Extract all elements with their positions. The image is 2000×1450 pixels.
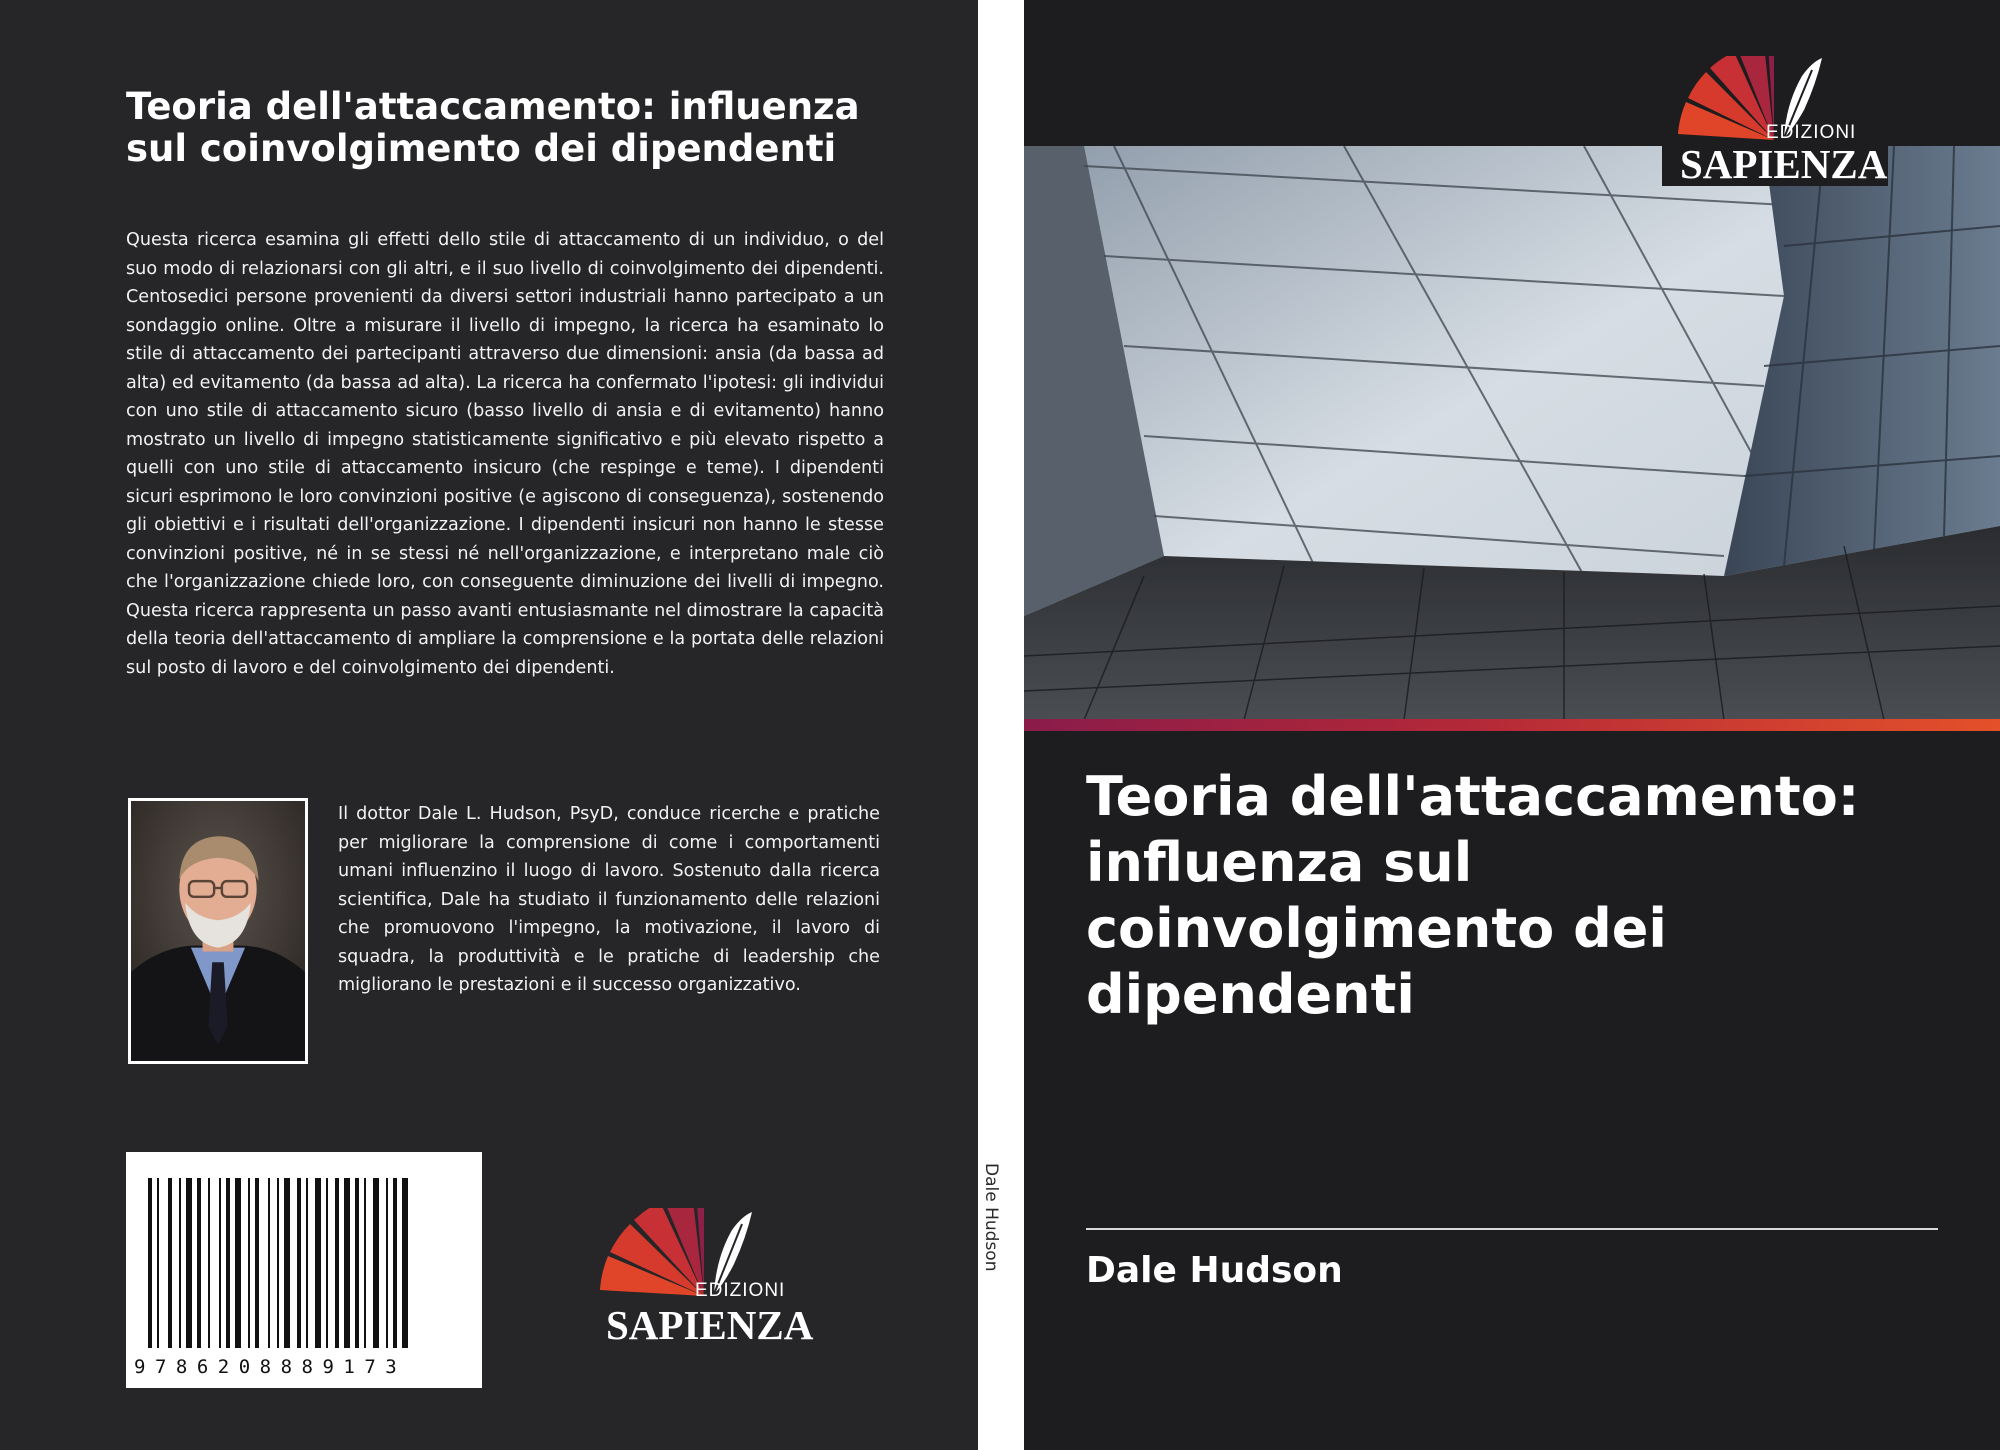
barcode-bar	[277, 1178, 279, 1348]
barcode-bar	[393, 1178, 397, 1348]
barcode-bar	[186, 1178, 192, 1348]
barcode-bar	[335, 1178, 339, 1348]
back-cover	[0, 0, 978, 1450]
barcode-bar	[344, 1178, 350, 1348]
barcode-bar	[326, 1178, 328, 1348]
isbn-barcode	[126, 1152, 482, 1388]
publisher-logo-front	[1662, 56, 1888, 186]
barcode-bar	[157, 1178, 159, 1348]
accent-stripe	[1024, 719, 2000, 731]
barcode-bar	[235, 1178, 241, 1348]
spine-author: Dale Hudson	[981, 1163, 1001, 1272]
barcode-bars	[126, 1152, 482, 1388]
front-cover-author: Dale Hudson	[1086, 1250, 1343, 1291]
cover-architecture-image	[1024, 146, 2000, 720]
logo-sapienza-text: SAPIENZA	[606, 1302, 814, 1348]
barcode-bar	[197, 1178, 201, 1348]
barcode-bar	[248, 1178, 250, 1348]
barcode-bar	[315, 1178, 321, 1348]
barcode-bar	[219, 1178, 221, 1348]
barcode-bar	[208, 1178, 210, 1348]
barcode-bar	[402, 1178, 408, 1348]
logo-sapienza-text: SAPIENZA	[1680, 141, 1888, 187]
author-bio: Il dottor Dale L. Hudson, PsyD, conduce ricerche e pratiche per migliorare la comprensione di come i comportamenti umani influenzino il luogo di lavoro. Sostenuto dalla ricerca scientifica, Dale ha studiato il funzionamento delle relazioni che promuovono l'impegno, la motivazione, il lavoro di squadra, la produttività e le pratiche di leadership che migliorano le prestazioni e il successo organizzativo.	[338, 804, 880, 995]
author-photo	[128, 798, 308, 1064]
barcode-bar	[148, 1178, 152, 1348]
logo-edizioni-text: EDIZIONI	[1766, 122, 1857, 143]
barcode-bar	[168, 1178, 172, 1348]
barcode-bar	[364, 1178, 366, 1348]
barcode-bar	[255, 1178, 259, 1348]
barcode-bar	[179, 1178, 181, 1348]
publisher-logo-back	[596, 1208, 818, 1346]
front-divider-rule	[1086, 1228, 1938, 1230]
isbn-digits: 9786208889173	[134, 1356, 407, 1378]
barcode-bar	[297, 1178, 301, 1348]
barcode-bar	[355, 1178, 359, 1348]
barcode-bar	[284, 1178, 290, 1348]
barcode-bar	[386, 1178, 388, 1348]
logo-edizioni-text: EDIZIONI	[695, 1280, 786, 1301]
front-cover-title: Teoria dell'attaccamento: influenza sul coinvolgimento dei dipendenti	[1086, 765, 1860, 1026]
back-cover-title: Teoria dell'attaccamento: influenza sul coinvolgimento dei dipendenti	[126, 85, 860, 170]
barcode-bar	[226, 1178, 230, 1348]
barcode-bar	[373, 1178, 379, 1348]
back-cover-abstract: Questa ricerca esamina gli effetti dello stile di attaccamento di un individuo, o del suo modo di relazionarsi con gli altri, e il suo livello di coinvolgimento dei dipendenti. Centosedici persone provenienti da diversi settori industriali hanno partecipato a un sondaggio online. Oltre a misurare il livello di impegno, la ricerca ha esaminato lo stile di attaccamento dei partecipanti attraverso due dimensioni: ansia (da bassa ad alta) ed evitamento (da bassa ad alta). La ricerca ha confermato l'ipotesi: gli individui con uno stile di attaccamento sicuro (basso livello di ansia e di evitamento) hanno mostrato un livello di impegno statisticamente significativo e più elevato rispetto a quelli con uno stile di attaccamento insicuro (che respinge e teme). I dipendenti sicuri esprimono le loro convinzioni positive (e agiscono di conseguenza), sostenendo gli obiettivi e i risultati dell'organizzazione. I dipendenti insicuri non hanno le stesse convinzioni positive, né in se stessi né nell'organizzazione, e interpretano male ciò che l'organizzazione chiede loro, con conseguente diminuzione dei livelli di impegno. Questa ricerca rappresenta un passo avanti entusiasmante nel dimostrare la capacità della teoria dell'attaccamento di ampliare la comprensione e la portata delle relazioni sul posto di lavoro e del coinvolgimento dei dipendenti.	[126, 230, 884, 678]
barcode-bar	[306, 1178, 308, 1348]
barcode-bar	[268, 1178, 270, 1348]
